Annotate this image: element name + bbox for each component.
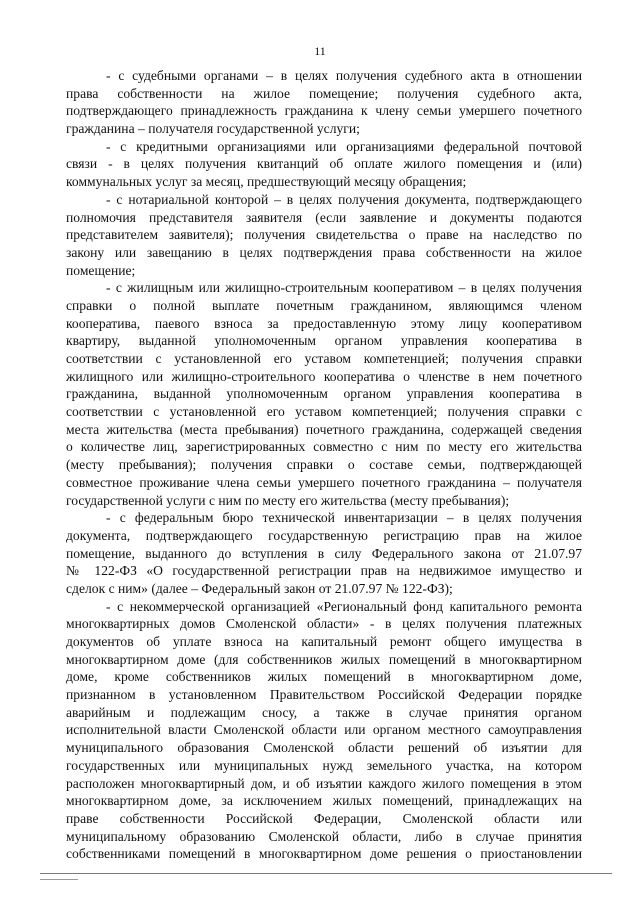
paragraph-line: права собственности на жилое помещение; получения судебного акта, [66, 85, 582, 101]
footer-rule-short [40, 879, 78, 880]
paragraph-line: места жительства (места пребывания) почетного гражданина, содержащей сведения [66, 421, 582, 437]
paragraph-line: закону или завещанию в целях подтверждения права собственности на жилое [66, 244, 582, 260]
paragraph-line: помещение; [66, 262, 136, 278]
paragraph [66, 509, 582, 597]
paragraph-line: документов об уплате взноса на капитальный ремонт общего имущества в [66, 634, 582, 649]
paragraph-line: государственных или муниципальных нужд земельного участка, на котором [66, 757, 582, 773]
paragraph-line: собственниками помещений в многоквартирном доме решения о приостановлении [66, 846, 582, 862]
paragraph-line: сделок с ним» (далее – Федеральный закон от 21.07.97 № 122-ФЗ); [66, 580, 453, 596]
paragraph-line: подтверждающего принадлежность гражданина к члену семьи умершего почетного [66, 103, 582, 119]
paragraph-line: о количестве лиц, зарегистрированных совместно с ним по месту его жительства [66, 439, 582, 455]
paragraph-line: праве собственности Российской Федерации, Смоленской области или [66, 810, 582, 826]
paragraph-line: связи - в целях получения квитанций об оплате жилого помещения и (или) [66, 156, 582, 172]
paragraph-line: коммунальных услуг за месяц, предшествующий месяцу обращения; [66, 174, 467, 190]
paragraph-line: - с жилищным или жилищно-строительным кооперативом – в целях получения [106, 280, 582, 296]
paragraph [66, 191, 582, 279]
footer-rule [40, 873, 612, 874]
document-body [66, 67, 582, 863]
paragraph [66, 67, 582, 138]
paragraph [66, 279, 582, 509]
paragraph-line: - с нотариальной конторой – в целях получения документа, подтверждающего [106, 191, 582, 207]
paragraph-line: (месту пребывания); получения справки о составе семьи, подтверждающей [66, 457, 582, 473]
paragraph-line: представителем заявителя); получения свидетельства о праве на наследство по [66, 227, 582, 243]
paragraph-line: совместное проживание члена семьи умершего почетного гражданина – получателя [66, 474, 582, 490]
page-number: 11 [314, 44, 326, 58]
paragraph-line: многоквартирном доме, за исключением жилых помещений, принадлежащих на [66, 793, 582, 809]
paragraph-line: государственной услуги с ним по месту его жительства (месту пребывания); [66, 492, 510, 508]
paragraph-line: аварийным и подлежащим сносу, а также в случае принятия органом [66, 704, 582, 720]
paragraph-line: документа, подтверждающего государственную регистрацию прав на жилое [66, 527, 582, 543]
paragraph-line: № 122-ФЗ «О государственной регистрации прав на недвижимое имущество и [66, 563, 582, 579]
paragraph-line: многоквартирном доме (для собственников жилых помещений в многоквартирном [66, 651, 582, 667]
paragraph-line: расположен многоквартирный дом, и об изъятии каждого жилого помещения в этом [66, 775, 582, 791]
paragraph-line: многоквартирных домов Смоленской области» - в целях получения платежных [66, 616, 582, 632]
paragraph-line: - с кредитными организациями или организациями федеральной почтовой [106, 138, 582, 154]
paragraph [66, 138, 582, 191]
paragraph-line: соответствии с установленной его уставом компетенцией; получения справки [66, 351, 582, 366]
paragraph [66, 598, 582, 863]
paragraph-line: - с федеральным бюро технической инвентаризации – в целях получения [106, 510, 582, 526]
paragraph-line: гражданина, выданной уполномоченным органом управления кооператива в [66, 386, 582, 402]
paragraph-line: квартиру, выданной уполномоченным органом управления кооператива в [66, 333, 582, 349]
paragraph-line: доме, кроме собственников жилых помещений в многоквартирном доме, [66, 669, 582, 685]
paragraph-line: справки о полной выплате почетным гражданином, являющимся членом [66, 297, 582, 313]
paragraph-line: жилищного или жилищно-строительного кооператива о членстве в нем почетного [66, 368, 582, 384]
paragraph-line: кооператива, паевого взноса за предоставленную этому лицу кооперативом [66, 315, 582, 331]
paragraph-line: муниципальному образованию Смоленской области, либо в случае принятия [66, 828, 582, 844]
paragraph-line: признанном в установленном Правительством Российской Федерации порядке [66, 687, 582, 703]
paragraph-line: исполнительной власти Смоленской области или органом местного самоуправления [66, 722, 582, 738]
paragraph-line: гражданина – получателя государственной услуги; [66, 121, 360, 137]
paragraph-line: - с некоммерческой организацией «Региональный фонд капитального ремонта [106, 598, 582, 614]
paragraph-line: муниципального образования Смоленской области решений об изъятии для [66, 740, 582, 756]
paragraph-line: - с судебными органами – в целях получения судебного акта в отношении [106, 68, 582, 83]
paragraph-line: помещение, выданного до вступления в силу Федерального закона от 21.07.97 [66, 545, 582, 561]
paragraph-line: полномочия представителя заявителя (если заявление и документы подаются [66, 209, 582, 225]
paragraph-line: соответствии с установленной его уставом компетенцией; получения справки с [66, 404, 582, 420]
